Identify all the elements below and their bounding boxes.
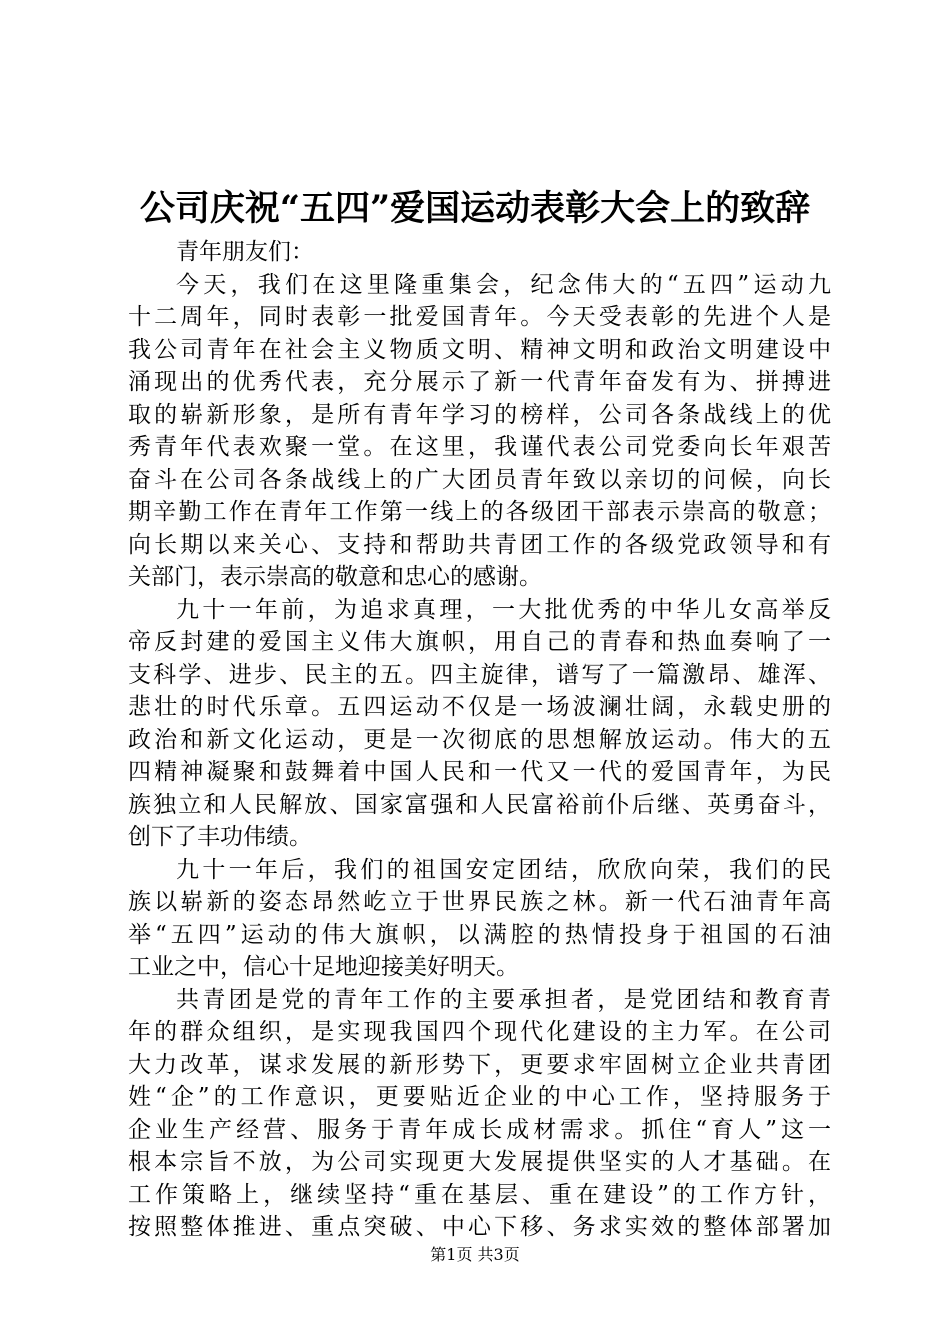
text-line: 举“五四”运动的伟大旗帜，以满腔的热情投身于祖国的石油 [128,921,831,948]
text-line: 大力改革，谋求发展的新形势下，更要求牢固树立企业共青团 [128,1051,831,1078]
text-line: 支科学、进步、民主的五。四主旋律，谱写了一篇激昂、雄浑、 [128,661,831,688]
text-line: 年的群众组织，是实现我国四个现代化建设的主力军。在公司 [128,1019,831,1045]
text-line: 期辛勤工作在青年工作第一线上的各级团干部表示崇高的敬意； [128,499,831,525]
text-line: 企业生产经营、服务于青年成长成材需求。抓住“育人”这一 [128,1116,831,1143]
text-line: 政治和新文化运动，更是一次彻底的思想解放运动。伟大的五 [128,726,831,753]
text-line: 十二周年，同时表彰一批爱国青年。今天受表彰的先进个人是 [128,304,831,330]
text-line: 涌现出的优秀代表，充分展示了新一代青年奋发有为、拼搏进 [128,369,831,395]
text-line: 九十一年前，为追求真理，一大批优秀的中华儿女高举反 [176,596,831,623]
page-footer: 第1页 共3页 [430,1245,520,1264]
text-line: 今天，我们在这里隆重集会，纪念伟大的“五四”运动九 [176,271,831,298]
text-line: 奋斗在公司各条战线上的广大团员青年致以亲切的问候，向长 [128,466,831,493]
document-body [128,236,831,1244]
text-line: 工业之中，信心十足地迎接美好明天。 [128,954,519,980]
text-line: 九十一年后，我们的祖国安定团结，欣欣向荣，我们的民 [176,856,831,883]
text-line: 青年朋友们： [176,239,314,265]
text-line: 族以崭新的姿态昂然屹立于世界民族之林。新一代石油青年高 [128,889,831,915]
text-line: 取的崭新形象，是所有青年学习的榜样，公司各条战线上的优 [128,401,831,428]
text-line: 共青团是党的青年工作的主要承担者，是党团结和教育青 [176,986,831,1013]
text-line: 族独立和人民解放、国家富强和人民富裕前仆后继、英勇奋斗， [128,791,831,818]
text-line: 秀青年代表欢聚一堂。在这里，我谨代表公司党委向长年艰苦 [128,434,831,460]
text-line: 根本宗旨不放，为公司实现更大发展提供坚实的人才基础。在 [128,1149,831,1175]
text-line: 工作策略上，继续坚持“重在基层、重在建设”的工作方针， [128,1181,831,1208]
document-title: 公司庆祝“五四”爱国运动表彰大会上的致辞 [139,188,811,229]
text-line: 四精神凝聚和鼓舞着中国人民和一代又一代的爱国青年，为民 [128,759,831,785]
text-line: 悲壮的时代乐章。五四运动不仅是一场波澜壮阔，永载史册的 [128,694,831,720]
text-line: 关部门，表示崇高的敬意和忠心的感谢。 [128,564,542,590]
text-line: 姓“企”的工作意识，更要贴近企业的中心工作，坚持服务于 [128,1084,831,1110]
text-line: 我公司青年在社会主义物质文明、精神文明和政治文明建设中 [128,336,831,363]
text-line: 向长期以来关心、支持和帮助共青团工作的各级党政领导和有 [128,531,831,558]
text-line: 帝反封建的爱国主义伟大旗帜，用自己的青春和热血奏响了一 [128,629,831,655]
text-line: 按照整体推进、重点突破、中心下移、务求实效的整体部署加 [128,1214,831,1240]
text-line: 创下了丰功伟绩。 [128,824,312,850]
